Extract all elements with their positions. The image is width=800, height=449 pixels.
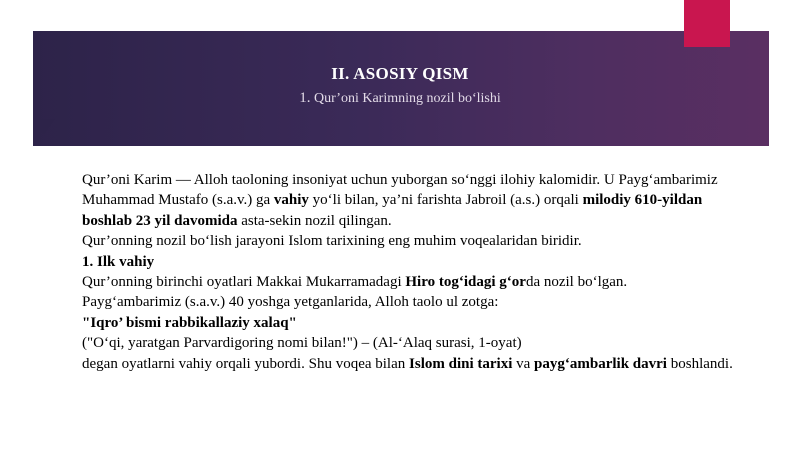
subtitle-number: 1. (299, 90, 311, 106)
paragraph-first-verses (82, 272, 742, 292)
text-span: Qur’onning birinchi oyatlari Makkai Mukarramadagi (82, 274, 406, 291)
slide-subtitle (0, 90, 800, 107)
paragraph-significance: Qur’onning nozil bo‘lish jarayoni Islom tarixining eng muhim voqealaridan biridir. (82, 233, 582, 250)
text-span: va (512, 355, 535, 372)
bold-term: payg‘ambarlik davri (534, 355, 667, 372)
accent-tab-decoration (684, 0, 730, 47)
bold-term: milodiy 610-yildan boshlab 23 yil davomida (82, 192, 703, 229)
bold-term: Islom dini tarixi (409, 355, 513, 372)
text-span: asta-sekin nozil qilingan. (237, 212, 392, 229)
heading-text: 1. Ilk vahiy (82, 253, 155, 270)
bold-term: vahiy (273, 192, 309, 209)
subtitle-text: Qur’oni Karimning nozil bo‘lishi (313, 91, 501, 106)
bold-term: Hiro tog‘idagi g‘or (405, 274, 526, 291)
text-span: da nozil bo‘lgan. (525, 274, 628, 291)
banner-arrow-decoration (33, 119, 55, 134)
title-banner (33, 31, 769, 146)
paragraph-age: Payg‘ambarimiz (s.a.v.) 40 yoshga yetganlarida, Alloh taolo ul zotga: (82, 294, 499, 311)
slide-body (82, 170, 742, 374)
text-span: degan oyatlarni vahiy orqali yubordi. Shu voqea bilan (82, 355, 410, 372)
paragraph-intro (82, 170, 742, 231)
quote-line (82, 313, 742, 333)
slide-title: II. ASOSIY QISM (331, 64, 469, 83)
section-heading (82, 252, 742, 272)
quote-text: "Iqro’ bismi rabbikallaziy xalaq" (82, 314, 297, 331)
text-span: yo‘li bilan, ya’ni farishta Jabroil (a.s.) orqali (308, 192, 583, 209)
text-span: boshlandi. (666, 355, 733, 372)
text-span: Qur’oni Karim — Alloh taoloning insoniyat uchun yuborgan so‘nggi ilohiy kalomidir. U Payg‘ambarimiz Muhammad Mustafo (s.a.v.) ga (82, 172, 718, 209)
paragraph-conclusion (82, 354, 742, 374)
translation-line: ("O‘qi, yaratgan Parvardigoring nomi bilan!") – (Al-‘Alaq surasi, 1-oyat) (82, 335, 522, 352)
